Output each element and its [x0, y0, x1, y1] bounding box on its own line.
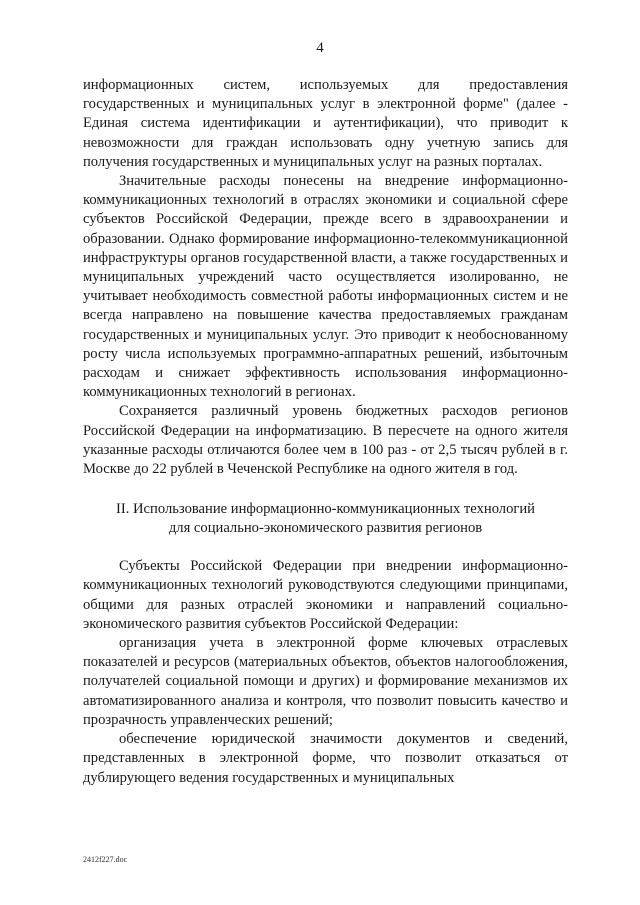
paragraph-principle-legal-significance: обеспечение юридической значимости документов и сведений, представленных в электронной форме, что позволит отказаться от дублирующего ведения государственных и муниципальных	[83, 731, 568, 786]
paragraph-principles: Субъекты Российской Федерации при внедрении информационно-коммуникационных технологий руководствуются следующими принципами, общими для разных отраслей экономики и направлений социально-экономического развития субъектов Российской Федерации:	[83, 558, 568, 632]
section-heading-line-1: II. Использование информационно-коммуникационных технологий	[116, 501, 535, 518]
paragraph-expenses: Значительные расходы понесены на внедрение информационно-коммуникационных технологий в отраслях экономики и социальной сфере субъектов Российской Федерации, прежде всего в здравоохранении и образовании. Однако формирование информационно-телекоммуникационной инфраструктуры органов государственной власти, а также государственных и муниципальных учреждений часто осуществляется изолированно, не учитывает необходимость совместной работы информационных систем и не всегда направлено на повышение качества предоставляемых гражданам государственных и муниципальных услуг. Это приводит к необоснованному росту числа используемых программно-аппаратных решений, избыточным расходам и снижает эффективность использования информационно-коммуникационных технологий в регионах.	[83, 173, 568, 401]
section-heading	[83, 500, 568, 538]
section-heading-line-2: для социально-экономического развития регионов	[168, 520, 483, 537]
paragraph-principle-accounting: организация учета в электронной форме ключевых отраслевых показателей и ресурсов (материальных объектов, объектов налогообложения, получателей социальной помощи и других) и формирование механизмов их автоматизированного анализа и контроля, что позволит повысить качество и прозрачность управленческих решений;	[83, 635, 568, 728]
page-number: 4	[316, 40, 324, 56]
document-body	[83, 76, 568, 788]
paragraph-budget-levels: Сохраняется различный уровень бюджетных расходов регионов Российской Федерации на информатизацию. В пересчете на одного жителя указанные расходы отличаются более чем в 100 раз - от 2,5 тысяч рублей в г. Москве до 22 рублей в Чеченской Республике на одного жителя в год.	[83, 403, 568, 478]
footer-document-code: 2412f227.doc	[83, 855, 128, 864]
paragraph-continuation: информационных систем, используемых для предоставления государственных и муниципальных услуг в электронной форме" (далее - Единая система идентификации и аутентификации), что приводит к невозможности для граждан использовать одну учетную запись для получения государственных и муниципальных услуг на разных порталах.	[83, 77, 568, 170]
